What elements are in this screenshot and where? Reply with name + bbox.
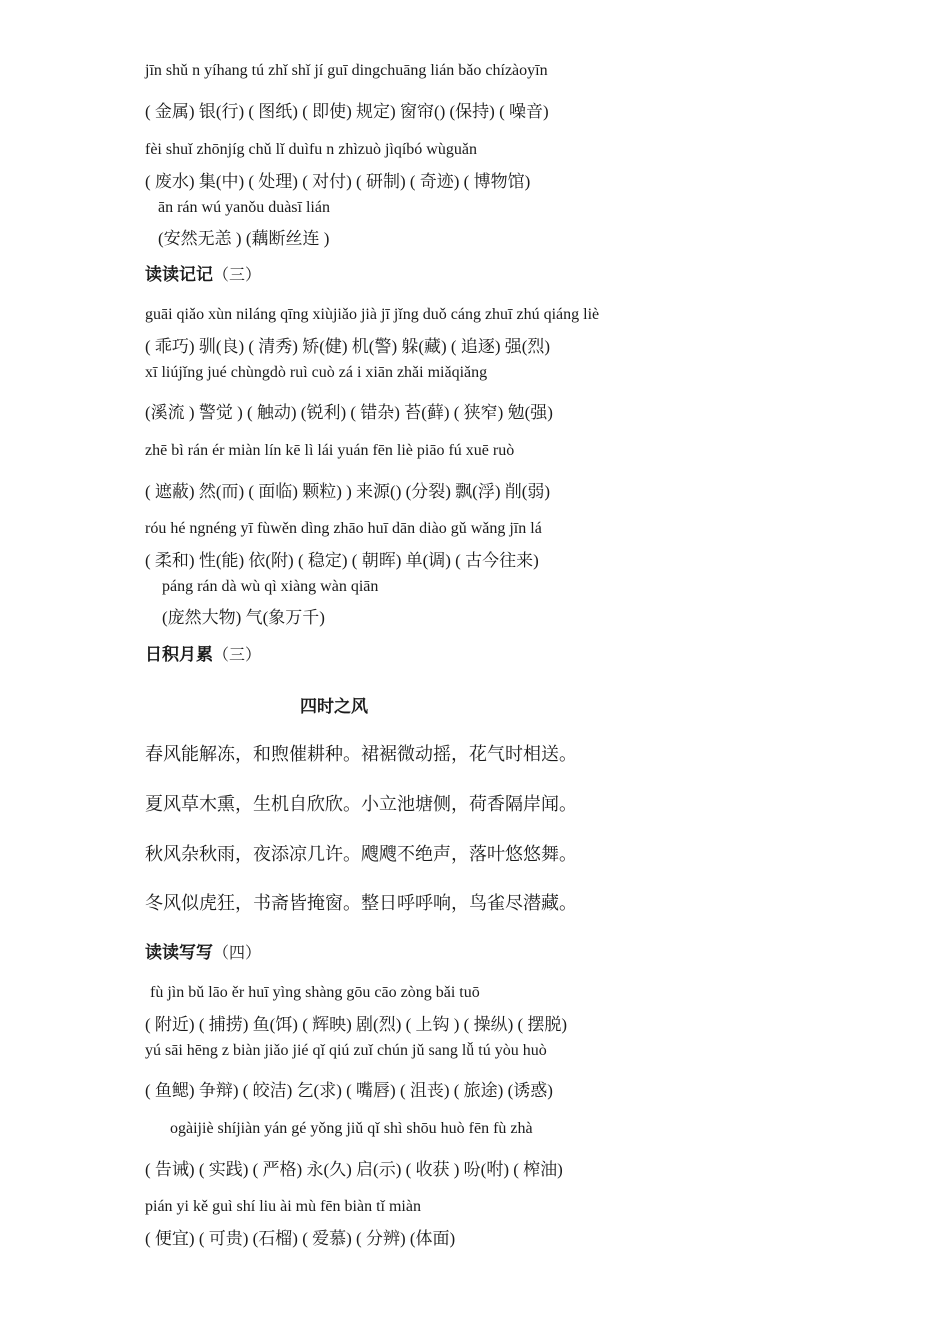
pinyin-row: guāi qiǎo xùn niláng qīng xiùjiǎo jià jī jǐng duǒ cáng zhuī zhú qiáng liè (145, 306, 600, 323)
poem-line: 冬风似虎狂，书斋皆掩窗。整日呼呼响，鸟雀尽潜藏。 (145, 893, 577, 913)
word-row: (安然无恙 ) (藕断丝连 ) (158, 229, 330, 248)
heading-number: （四） (213, 945, 262, 962)
pinyin-row: páng rán dà wù qì xiàng wàn qiān (162, 578, 379, 595)
pinyin-row: fèi shuǐ zhōnjíg chǔ lǐ duìfu n zhìzuò jìqíbó wùguǎn (145, 141, 477, 158)
word-row: ( 遮蔽) 然(而) ( 面临) 颗粒) ) 来源() (分裂) 飘(浮) 削(弱) (145, 482, 551, 501)
word-row: ( 告诫) ( 实践) ( 严格) 永(久) 启(示) ( 收获 ) 吩(咐) ( 榨油) (145, 1160, 563, 1179)
pinyin-row: pián yi kě guì shí liu ài mù fēn biàn tǐ miàn (145, 1198, 421, 1215)
word-row: ( 乖巧) 驯(良) ( 清秀) 矫(健) 机(警) 躲(藏) ( 追逐) 强(烈) (145, 337, 551, 356)
section-heading (145, 938, 261, 963)
word-row: ( 附近) ( 捕捞) 鱼(饵) ( 辉映) 剧(烈) ( 上钩 ) ( 操纵) ( 摆脱) (145, 1015, 568, 1034)
section-heading (145, 260, 261, 285)
pinyin-row: róu hé ngnéng yī fùwěn dìng zhāo huī dān diào gǔ wǎng jīn lá (145, 520, 542, 537)
word-row: ( 便宜) ( 可贵) (石榴) ( 爱慕) ( 分辨) (体面) (145, 1229, 456, 1248)
poem-title (300, 692, 368, 717)
pinyin-row: zhē bì rán ér miàn lín kē lì lái yuán fēn liè piāo fú xuē ruò (145, 442, 515, 459)
poem-line: 夏风草木熏，生机自欣欣。小立池塘侧，荷香隔岸闻。 (145, 794, 577, 814)
word-row: ( 废水) 集(中) ( 处理) ( 对付) ( 研制) ( 奇迹) ( 博物馆) (145, 172, 531, 191)
section-heading (145, 640, 261, 665)
title-text: 四时之风 (300, 697, 368, 716)
pinyin-row: ogàijiè shíjiàn yán gé yǒng jiǔ qǐ shì shōu huò fēn fù zhà (170, 1120, 533, 1137)
word-row: ( 金属) 银(行) ( 图纸) ( 即使) 规定) 窗帘() (保持) ( 噪音) (145, 102, 549, 121)
poem-line: 秋风杂秋雨，夜添凉几许。飕飕不绝声，落叶悠悠舞。 (145, 844, 577, 864)
pinyin-row: fù jìn bǔ lāo ěr huī yìng shàng gōu cāo zòng bǎi tuō (150, 984, 480, 1001)
pinyin-row: ān rán wú yanǒu duàsī lián (158, 199, 330, 216)
word-row: ( 柔和) 性(能) 依(附) ( 稳定) ( 朝晖) 单(调) ( 古今往来) (145, 551, 539, 570)
heading-text: 日积月累 (145, 645, 213, 664)
pinyin-row: jīn shǔ n yíhang tú zhǐ shǐ jí guī dingchuāng lián bǎo chízàoyīn (145, 62, 548, 79)
word-row: (庞然大物) 气(象万千) (162, 608, 325, 627)
word-row: (溪流 ) 警觉 ) ( 触动) (锐利) ( 错杂) 苔(藓) ( 狭窄) 勉(强) (145, 403, 553, 422)
pinyin-row: xī liújǐng jué chùngdò ruì cuò zá i xiān zhǎi miǎqiǎng (145, 364, 488, 381)
poem-line: 春风能解冻，和煦催耕种。裙裾微动摇，花气时相送。 (145, 744, 577, 764)
heading-number: （三） (213, 267, 262, 284)
heading-text: 读读写写 (145, 943, 213, 962)
heading-text: 读读记记 (145, 265, 213, 284)
word-row: ( 鱼鳃) 争辩) ( 皎洁) 乞(求) ( 嘴唇) ( 沮丧) ( 旅途) (诱惑) (145, 1081, 553, 1100)
heading-number: （三） (213, 647, 262, 664)
pinyin-row: yú sāi hēng z biàn jiǎo jié qǐ qiú zuǐ chún jǔ sang lǚ tú yòu huò (145, 1042, 547, 1059)
